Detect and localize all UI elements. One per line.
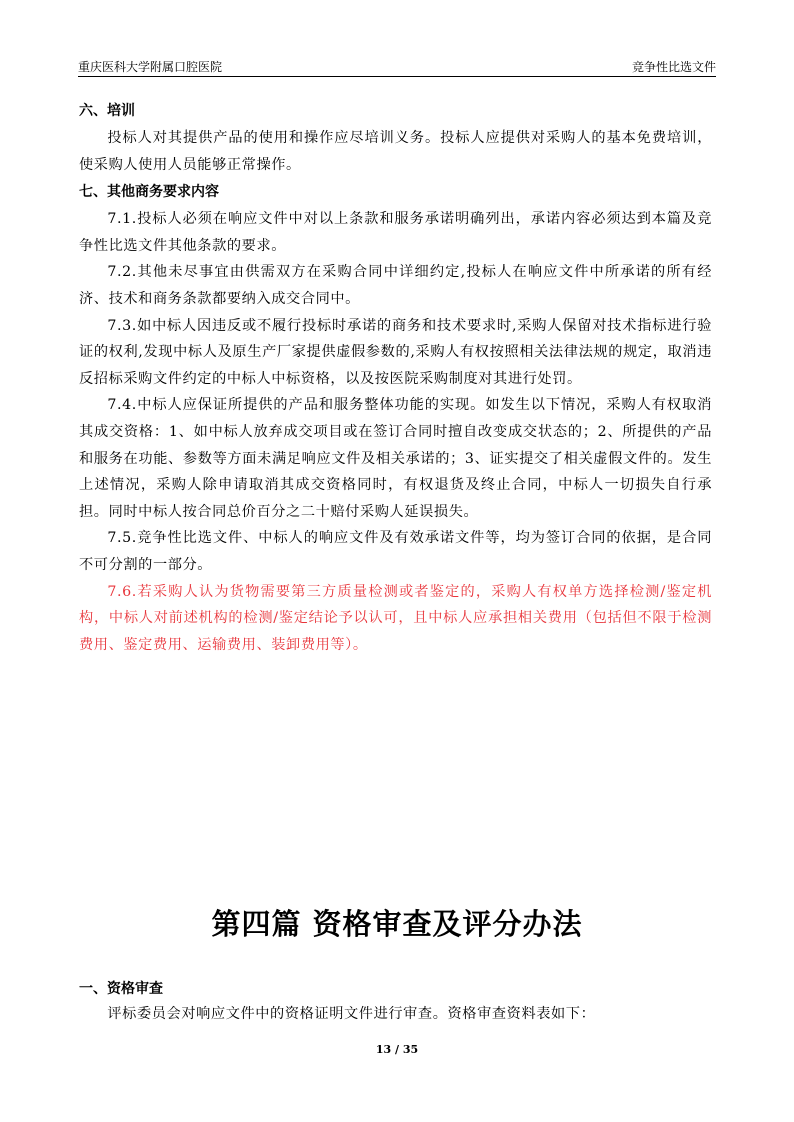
section-7-title: 七、其他商务要求内容: [79, 184, 219, 201]
qualification-review-title: 一、资格审查: [79, 981, 163, 997]
section-6-paragraph: 投标人对其提供产品的使用和操作应尽培训义务。投标人应提供对采购人的基本免费培训，使采购人使用人员能够正常操作。: [79, 130, 712, 173]
clause-7-3: 7.3.如中标人因违反或不履行投标时承诺的商务和技术要求时,采购人保留对技术指标进行验证的权利,发现中标人及原生产厂家提供虚假参数的,采购人有权按照相关法律法规的规定，取消违反招标采购文件约定的中标人中标资格，以及按医院采购制度对其进行处罚。: [79, 317, 712, 387]
clause-7-5: 7.5.竞争性比选文件、中标人的响应文件及有效承诺文件等，均为签订合同的依据，是合同不可分割的一部分。: [79, 530, 712, 573]
part-4-title: 第四篇 资格审查及评分办法: [211, 907, 583, 941]
main-content: [79, 97, 712, 658]
clause-7-1: 7.1.投标人必须在响应文件中对以上条款和服务承诺明确列出，承诺内容必须达到本篇及竞争性比选文件其他条款的要求。: [79, 211, 712, 254]
clause-7-6: 7.6.若采购人认为货物需要第三方质量检测或者鉴定的，采购人有权单方选择检测/鉴定机构，中标人对前述机构的检测/鉴定结论予以认可，且中标人应承担相关费用（包括但不限于检测费用、鉴定费用、运输费用、装卸费用等）。: [79, 583, 712, 653]
section-6-title: 六、培训: [79, 103, 135, 119]
page-header: [78, 54, 716, 77]
qualification-review-section: [79, 975, 712, 1025]
qualification-review-text: 评标委员会对响应文件中的资格证明文件进行审查。资格审查资料表如下：: [107, 1006, 596, 1022]
header-hospital-name: 重庆医科大学附属口腔医院: [78, 60, 223, 74]
header-document-type: 竞争性比选文件: [631, 60, 716, 74]
clause-7-2: 7.2.其他未尽事宜由供需双方在采购合同中详细约定,投标人在响应文件中所承诺的所有经济、技术和商务条款都要纳入成交合同中。: [79, 264, 712, 307]
clause-7-4: 7.4.中标人应保证所提供的产品和服务整体功能的实现。如发生以下情况，采购人有权取消其成交资格：1、如中标人放弃成交项目或在签订合同时擅自改变成交状态的；2、所提供的产品和服务在功能、参数等方面未满足响应文件及相关承诺的；3、证实提交了相关虚假文件的。发生上述情况，采购人除申请取消其成交资格同时，有权退货及终止合同，中标人一切损失自行承担。同时中标人按合同总价百分之二十赔付采购人延误损失。: [79, 397, 712, 520]
page-number: 13 / 35: [375, 1043, 419, 1056]
